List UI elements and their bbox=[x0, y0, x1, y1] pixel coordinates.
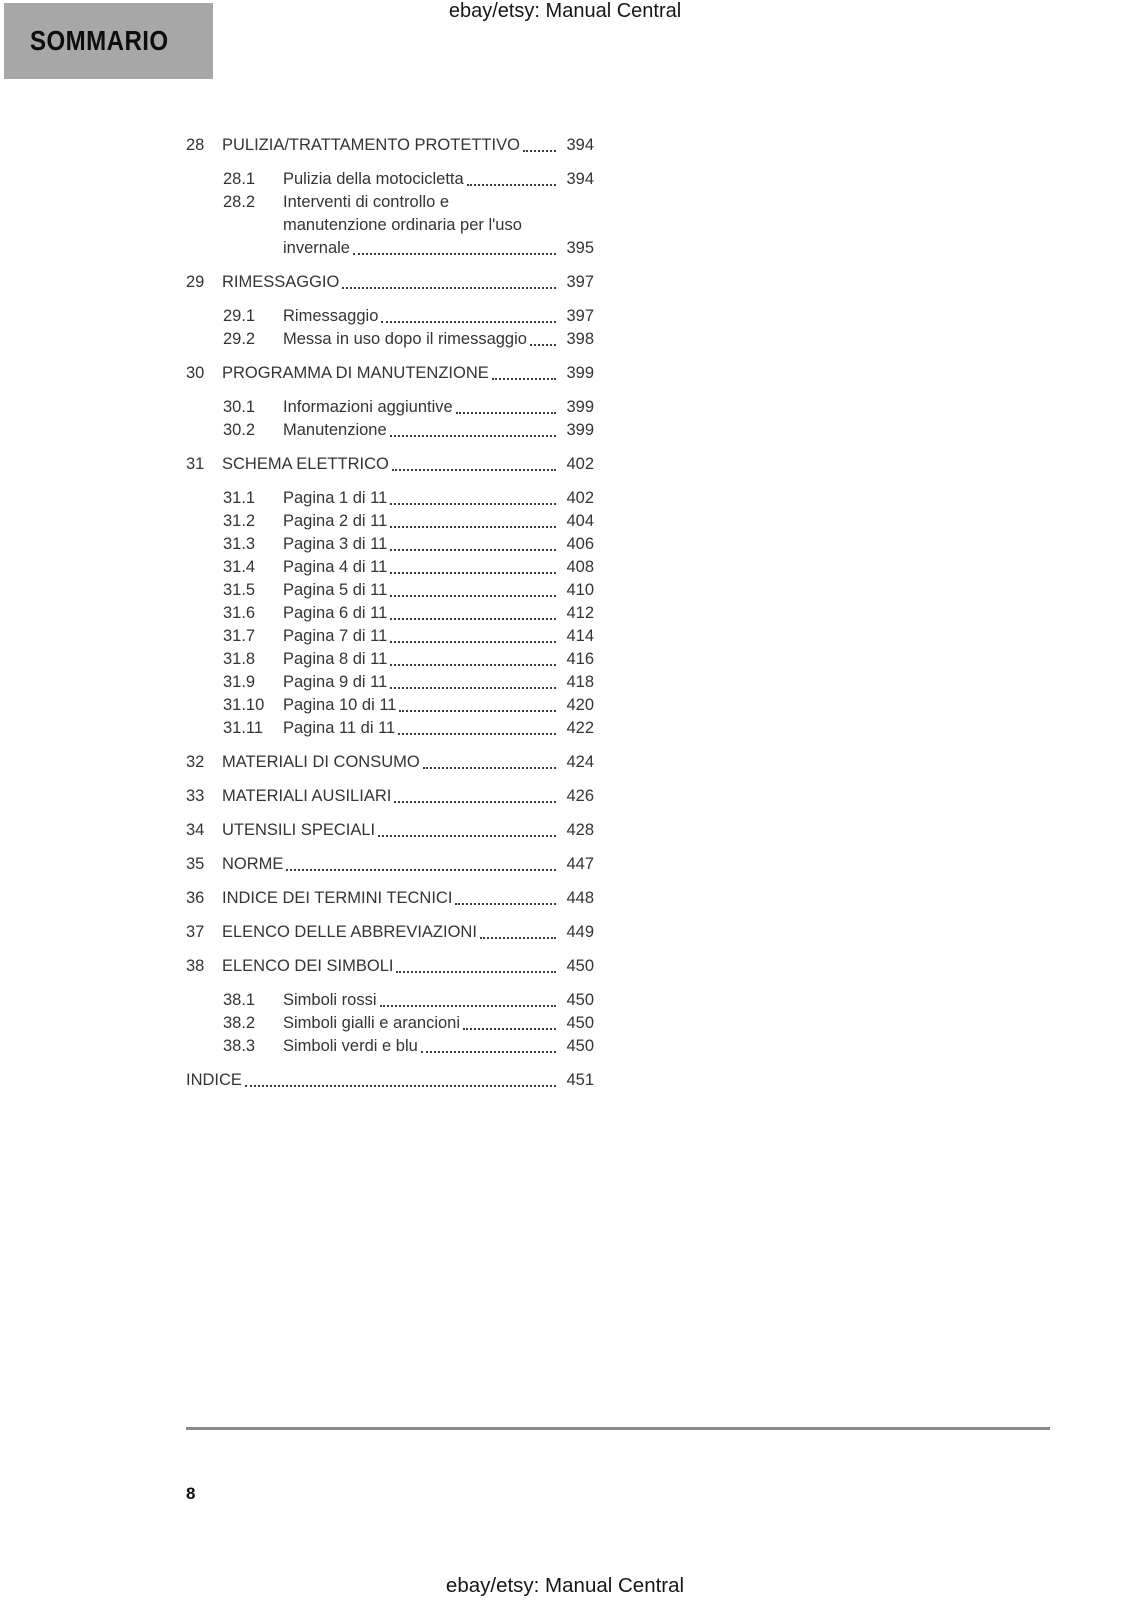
toc-entry bbox=[186, 191, 594, 260]
toc-entry-page: 418 bbox=[566, 673, 594, 691]
dot-leader bbox=[390, 556, 556, 574]
dot-leader bbox=[398, 717, 556, 735]
toc-entry bbox=[186, 305, 594, 328]
dot-leader bbox=[245, 1069, 556, 1087]
dot-leader bbox=[342, 271, 556, 289]
toc-entry-last-line bbox=[222, 853, 564, 876]
toc-entry-number: 38.1 bbox=[223, 991, 256, 1009]
toc-entry-title: SCHEMA ELETTRICO bbox=[222, 455, 389, 473]
dot-leader bbox=[353, 237, 556, 255]
toc-entry-content bbox=[222, 453, 564, 476]
toc-entry-content bbox=[283, 419, 564, 442]
toc-entry-number: 31 bbox=[186, 455, 205, 473]
toc-entry-content bbox=[222, 921, 564, 944]
toc-entry-title: NORME bbox=[222, 855, 284, 873]
toc-entry-number: 31.8 bbox=[223, 650, 256, 668]
toc-entry-last-line bbox=[283, 328, 564, 351]
toc-entry-page: 428 bbox=[566, 821, 594, 839]
toc-entry-last-line bbox=[222, 887, 564, 910]
toc-entry-title: invernale bbox=[283, 239, 350, 257]
toc-entry-number: 35 bbox=[186, 855, 205, 873]
toc-entry-number: 28.1 bbox=[223, 170, 256, 188]
toc-entry-page: 402 bbox=[566, 455, 594, 473]
toc-entry-title: Simboli rossi bbox=[283, 991, 377, 1009]
toc-entry bbox=[186, 955, 594, 978]
toc-entry-page: 420 bbox=[566, 696, 594, 714]
toc-entry-title: MATERIALI AUSILIARI bbox=[222, 787, 392, 805]
toc-entry-content bbox=[283, 533, 564, 556]
toc-entry-number: 36 bbox=[186, 889, 205, 907]
toc-entry-title: Pagina 5 di 11 bbox=[283, 581, 388, 599]
toc-entry bbox=[186, 453, 594, 476]
toc-entry bbox=[186, 989, 594, 1012]
toc-entry-last-line bbox=[283, 237, 564, 260]
toc-entry-number: 31.9 bbox=[223, 673, 256, 691]
toc-entry-content bbox=[222, 751, 564, 774]
toc-entry bbox=[186, 1012, 594, 1035]
toc-entry-last-line bbox=[283, 717, 564, 740]
toc-entry bbox=[186, 510, 594, 533]
header-title: ebay/etsy: Manual Central bbox=[448, 0, 682, 22]
toc-entry-last-line bbox=[283, 419, 564, 442]
toc-entry bbox=[186, 717, 594, 740]
dot-leader bbox=[467, 168, 556, 186]
toc-entry bbox=[186, 602, 594, 625]
toc-entry-number: 31.1 bbox=[223, 489, 256, 507]
toc-entry-last-line bbox=[283, 487, 564, 510]
toc-entry-page: 451 bbox=[566, 1071, 594, 1089]
toc-entry-number: 30.2 bbox=[223, 421, 256, 439]
toc-entry-title: INDICE DEI TERMINI TECNICI bbox=[222, 889, 453, 907]
toc-entry-content bbox=[283, 396, 564, 419]
dot-leader bbox=[390, 625, 556, 643]
dot-leader bbox=[390, 602, 556, 620]
dot-leader bbox=[399, 694, 556, 712]
toc-entry-page: 394 bbox=[566, 136, 594, 154]
toc-entry-last-line bbox=[222, 955, 564, 978]
toc-entry-number: 33 bbox=[186, 787, 205, 805]
toc-entry-page: 399 bbox=[566, 421, 594, 439]
toc-entry-title: Pagina 2 di 11 bbox=[283, 512, 388, 530]
toc-entry-title: Pagina 3 di 11 bbox=[283, 535, 388, 553]
toc-entry bbox=[186, 533, 594, 556]
toc-entry-last-line bbox=[222, 362, 564, 385]
toc-entry-page: 410 bbox=[566, 581, 594, 599]
toc-entry-last-line bbox=[283, 671, 564, 694]
toc-entry-last-line bbox=[283, 1012, 564, 1035]
toc-entry-last-line bbox=[283, 602, 564, 625]
toc-entry-page: 397 bbox=[566, 307, 594, 325]
toc-entry-last-line bbox=[222, 819, 564, 842]
toc-entry bbox=[186, 1069, 594, 1092]
toc-entry-number: 31.7 bbox=[223, 627, 256, 645]
toc-entry-content bbox=[222, 785, 564, 808]
toc-entry-title: Pagina 7 di 11 bbox=[283, 627, 388, 645]
toc-entry-content bbox=[283, 671, 564, 694]
toc-entry-page: 450 bbox=[566, 1014, 594, 1032]
toc-entry-page: 397 bbox=[566, 273, 594, 291]
toc-entry bbox=[186, 751, 594, 774]
toc-list bbox=[186, 123, 594, 1103]
toc-entry-number: 31.11 bbox=[223, 719, 264, 737]
toc-entry-title: PROGRAMMA DI MANUTENZIONE bbox=[222, 364, 489, 382]
toc-entry bbox=[186, 694, 594, 717]
toc-entry-page: 406 bbox=[566, 535, 594, 553]
toc-entry-number: 31.6 bbox=[223, 604, 256, 622]
toc-entry-page: 426 bbox=[566, 787, 594, 805]
dot-leader bbox=[378, 819, 556, 837]
toc-entry bbox=[186, 419, 594, 442]
footer-rule bbox=[186, 1427, 1050, 1430]
toc-entry-number: 32 bbox=[186, 753, 205, 771]
footer-title: ebay/etsy: Manual Central bbox=[445, 1574, 685, 1597]
toc-entry-last-line bbox=[222, 751, 564, 774]
toc-entry-last-line bbox=[283, 694, 564, 717]
toc-entry-page: 422 bbox=[566, 719, 594, 737]
toc-entry-last-line bbox=[283, 533, 564, 556]
toc-entry-content bbox=[283, 579, 564, 602]
toc-entry bbox=[186, 579, 594, 602]
toc-entry-title: Pagina 4 di 11 bbox=[283, 558, 388, 576]
dot-leader bbox=[390, 419, 556, 437]
toc-entry-number: 38.2 bbox=[223, 1014, 256, 1032]
toc-entry-number: 28 bbox=[186, 136, 205, 154]
toc-entry-number: 38.3 bbox=[223, 1037, 256, 1055]
page-number: 8 bbox=[186, 1484, 196, 1503]
toc-entry-page: 402 bbox=[566, 489, 594, 507]
toc-entry-content bbox=[283, 625, 564, 648]
toc-entry-title: Simboli verdi e blu bbox=[283, 1037, 418, 1055]
toc-entry bbox=[186, 785, 594, 808]
toc-entry-number: 34 bbox=[186, 821, 205, 839]
toc-entry-content bbox=[283, 556, 564, 579]
toc-entry-number: 28.2 bbox=[223, 193, 256, 211]
toc-entry-number: 31.3 bbox=[223, 535, 256, 553]
toc-entry bbox=[186, 625, 594, 648]
toc-entry-content bbox=[283, 1012, 564, 1035]
dot-leader bbox=[396, 955, 556, 973]
toc-entry-title-line: manutenzione ordinaria per l'uso bbox=[283, 216, 522, 234]
dot-leader bbox=[455, 887, 556, 905]
toc-entry-page: 416 bbox=[566, 650, 594, 668]
toc-entry-page: 399 bbox=[566, 398, 594, 416]
toc-entry-page: 424 bbox=[566, 753, 594, 771]
toc-entry-title: Pagina 8 di 11 bbox=[283, 650, 388, 668]
toc-entry bbox=[186, 853, 594, 876]
toc-entry-last-line bbox=[283, 648, 564, 671]
toc-entry-content bbox=[222, 887, 564, 910]
toc-entry-number: 29.1 bbox=[223, 307, 256, 325]
toc-entry-content bbox=[283, 168, 564, 191]
toc-entry-title: MATERIALI DI CONSUMO bbox=[222, 753, 420, 771]
toc-entry-title: INDICE bbox=[186, 1071, 242, 1089]
toc-entry-title: Rimessaggio bbox=[283, 307, 379, 325]
toc-entry-wrapped-lines bbox=[283, 191, 564, 237]
toc-entry bbox=[186, 271, 594, 294]
toc-entry-last-line bbox=[283, 510, 564, 533]
dot-leader bbox=[523, 134, 556, 152]
toc-entry-number: 30 bbox=[186, 364, 205, 382]
toc-entry-content bbox=[186, 1069, 564, 1092]
toc-entry bbox=[186, 1035, 594, 1058]
toc-entry-title: UTENSILI SPECIALI bbox=[222, 821, 376, 839]
toc-entry-page: 408 bbox=[566, 558, 594, 576]
dot-leader bbox=[380, 989, 556, 1007]
toc-entry-title: Manutenzione bbox=[283, 421, 387, 439]
toc-entry-number: 37 bbox=[186, 923, 205, 941]
toc-entry bbox=[186, 819, 594, 842]
toc-entry bbox=[186, 648, 594, 671]
toc-entry-last-line bbox=[222, 271, 564, 294]
toc-entry-last-line bbox=[222, 453, 564, 476]
toc-entry-title: Pagina 6 di 11 bbox=[283, 604, 388, 622]
toc-entry-title: RIMESSAGGIO bbox=[222, 273, 340, 291]
dot-leader bbox=[421, 1035, 556, 1053]
toc-entry-content bbox=[222, 271, 564, 294]
toc-entry bbox=[186, 887, 594, 910]
toc-entry bbox=[186, 921, 594, 944]
toc-entry-content bbox=[222, 134, 564, 157]
dot-leader bbox=[480, 921, 556, 939]
dot-leader bbox=[492, 362, 556, 380]
toc-entry-page: 414 bbox=[566, 627, 594, 645]
toc-entry-content bbox=[283, 1035, 564, 1058]
toc-entry-content bbox=[283, 989, 564, 1012]
dot-leader bbox=[390, 671, 556, 689]
toc-entry-content bbox=[222, 362, 564, 385]
toc-entry-last-line bbox=[283, 396, 564, 419]
toc-entry-number: 31.10 bbox=[223, 696, 265, 714]
dot-leader bbox=[390, 579, 556, 597]
toc-entry-page: 404 bbox=[566, 512, 594, 530]
toc-entry-last-line bbox=[283, 556, 564, 579]
toc-entry bbox=[186, 134, 594, 157]
toc-entry-title: Pagina 1 di 11 bbox=[283, 489, 388, 507]
toc-entry-content bbox=[222, 955, 564, 978]
dot-leader bbox=[286, 853, 556, 871]
dot-leader bbox=[463, 1012, 556, 1030]
toc-entry-content bbox=[283, 694, 564, 717]
toc-entry-last-line bbox=[283, 1035, 564, 1058]
dot-leader bbox=[390, 648, 556, 666]
toc-entry-page: 394 bbox=[566, 170, 594, 188]
toc-entry-last-line bbox=[283, 305, 564, 328]
toc-entry bbox=[186, 671, 594, 694]
toc-entry-title: Pagina 11 di 11 bbox=[283, 719, 396, 737]
dot-leader bbox=[390, 510, 556, 528]
toc-entry-last-line bbox=[186, 1069, 564, 1092]
toc-entry-title: Pagina 9 di 11 bbox=[283, 673, 388, 691]
sommario-box bbox=[4, 3, 213, 79]
toc-entry-content bbox=[283, 510, 564, 533]
toc-entry bbox=[186, 396, 594, 419]
toc-entry bbox=[186, 556, 594, 579]
toc-entry-page: 447 bbox=[566, 855, 594, 873]
dot-leader bbox=[530, 328, 556, 346]
toc-entry-content bbox=[222, 819, 564, 842]
toc-entry-title: Simboli gialli e arancioni bbox=[283, 1014, 461, 1032]
toc-entry-title: ELENCO DEI SIMBOLI bbox=[222, 957, 394, 975]
sommario-label: SOMMARIO bbox=[30, 25, 169, 56]
toc-entry-content bbox=[283, 328, 564, 351]
toc-entry-title: PULIZIA/TRATTAMENTO PROTETTIVO bbox=[222, 136, 520, 154]
toc-entry-last-line bbox=[222, 785, 564, 808]
toc-entry-content bbox=[222, 853, 564, 876]
toc-entry-number: 30.1 bbox=[223, 398, 256, 416]
toc-entry bbox=[186, 168, 594, 191]
toc-entry-last-line bbox=[283, 168, 564, 191]
toc-entry-page: 450 bbox=[566, 991, 594, 1009]
toc-entry-page: 449 bbox=[566, 923, 594, 941]
toc-entry-page: 399 bbox=[566, 364, 594, 382]
toc-entry-last-line bbox=[222, 921, 564, 944]
toc-entry-title-line: Interventi di controllo e bbox=[283, 193, 450, 211]
toc-entry-page: 448 bbox=[566, 889, 594, 907]
toc-entry-content bbox=[283, 602, 564, 625]
toc-entry bbox=[186, 328, 594, 351]
toc-entry-content bbox=[283, 717, 564, 740]
dot-leader bbox=[394, 785, 556, 803]
toc-entry-number: 29.2 bbox=[223, 330, 256, 348]
toc-entry bbox=[186, 362, 594, 385]
toc-entry-last-line bbox=[222, 134, 564, 157]
toc-entry-last-line bbox=[283, 579, 564, 602]
toc-entry-title: ELENCO DELLE ABBREVIAZIONI bbox=[222, 923, 477, 941]
toc-entry-page: 450 bbox=[566, 1037, 594, 1055]
dot-leader bbox=[390, 533, 556, 551]
toc-entry-last-line bbox=[283, 989, 564, 1012]
toc-entry-title: Informazioni aggiuntive bbox=[283, 398, 453, 416]
toc-entry-page: 412 bbox=[566, 604, 594, 622]
toc-entry-number: 38 bbox=[186, 957, 205, 975]
toc-entry-number: 31.2 bbox=[223, 512, 256, 530]
dot-leader bbox=[390, 487, 556, 505]
toc-entry-number: 31.4 bbox=[223, 558, 256, 576]
toc-entry-content bbox=[283, 305, 564, 328]
toc-entry-content bbox=[283, 487, 564, 510]
dot-leader bbox=[381, 305, 556, 323]
toc-entry-title: Messa in uso dopo il rimessaggio bbox=[283, 330, 527, 348]
toc-entry-content bbox=[283, 648, 564, 671]
toc-entry-title: Pagina 10 di 11 bbox=[283, 696, 397, 714]
toc-entry-page: 398 bbox=[566, 330, 594, 348]
dot-leader bbox=[456, 396, 556, 414]
toc-entry-title: Pulizia della motocicletta bbox=[283, 170, 464, 188]
toc-entry-number: 31.5 bbox=[223, 581, 256, 599]
toc-entry-page: 450 bbox=[566, 957, 594, 975]
dot-leader bbox=[423, 751, 556, 769]
toc-entry-last-line bbox=[283, 625, 564, 648]
toc-entry-page: 395 bbox=[566, 239, 594, 257]
dot-leader bbox=[392, 453, 556, 471]
toc-entry-number: 29 bbox=[186, 273, 205, 291]
toc-entry bbox=[186, 487, 594, 510]
toc-entry-content bbox=[283, 191, 564, 260]
